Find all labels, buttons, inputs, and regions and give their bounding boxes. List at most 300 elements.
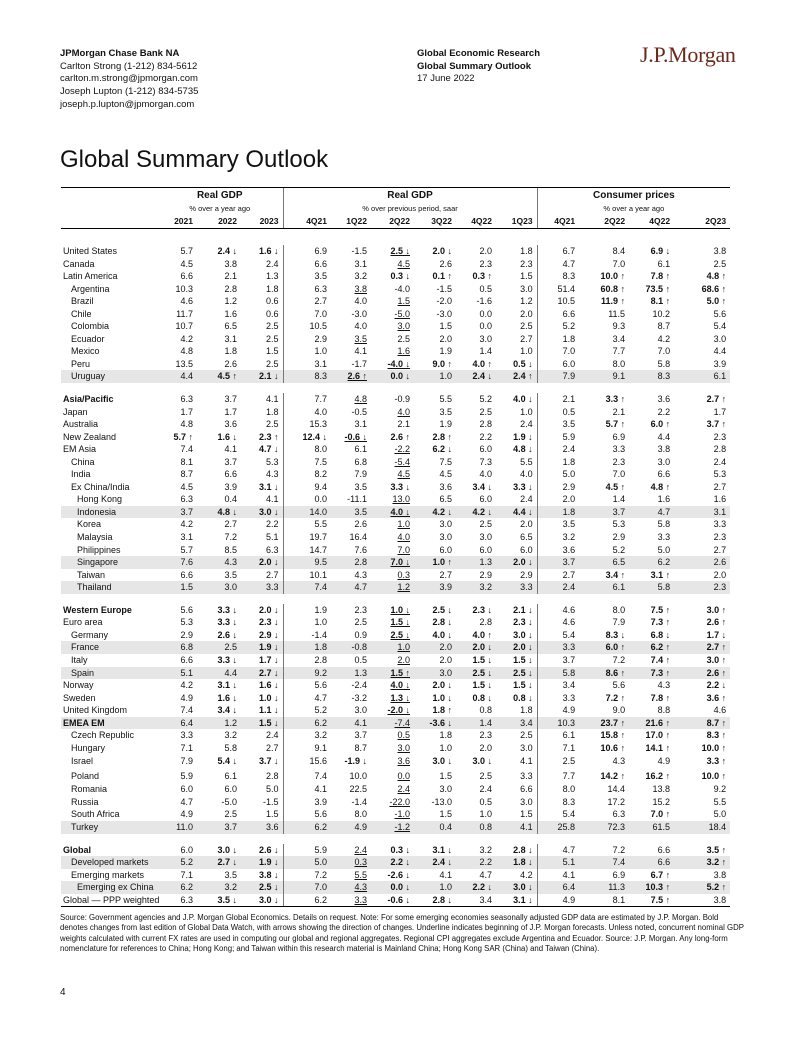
cell-value: [579, 729, 629, 742]
cell-value: [414, 754, 456, 769]
cell-value: [371, 581, 414, 594]
contact-email[interactable]: carlton.m.strong@jpmorgan.com: [60, 73, 198, 85]
cell-value: [241, 667, 283, 680]
cell-value: [283, 856, 331, 869]
cell-value: [579, 604, 629, 617]
cell-text: 2.5: [520, 730, 533, 741]
cell-value: [331, 431, 371, 444]
cell-text: 6.5: [612, 557, 626, 568]
cell-value: [456, 654, 496, 667]
cell-value: [674, 418, 730, 431]
cell-value: [537, 569, 579, 582]
cell-value: [674, 245, 730, 258]
cell-text: 5.8: [657, 582, 671, 593]
cell-value: [331, 641, 371, 654]
cell-text: 1.5: [439, 770, 452, 781]
cell-value: [629, 333, 674, 346]
cell-text: 72.3: [607, 821, 626, 832]
cell-text: -0.6 ↓: [387, 894, 410, 905]
cell-value: [283, 370, 331, 383]
cell-value: [456, 729, 496, 742]
cell-text: 3.1: [180, 532, 193, 543]
column-header: 1Q22: [331, 214, 371, 229]
cell-text: 2.2: [657, 406, 671, 417]
cell-text: 4.0 ↓: [513, 394, 533, 405]
cell-value: [197, 616, 241, 629]
cell-text: 4.8: [180, 419, 193, 430]
cell-text: 5.6: [314, 809, 327, 820]
cell-value: [537, 393, 579, 406]
cell-value: [629, 796, 674, 809]
cell-text: 2.3: [612, 456, 626, 467]
cell-text: 2.5: [265, 419, 279, 430]
cell-text: 7.9: [562, 371, 576, 382]
table-row: [61, 742, 730, 755]
cell-text: 2.8 ↓: [432, 617, 452, 628]
cell-text: 3.3 ↓: [217, 617, 237, 628]
cell-text: 4.4: [657, 431, 671, 442]
cell-value: [371, 821, 414, 834]
cell-value: [456, 742, 496, 755]
cell-value: [579, 679, 629, 692]
cell-text: 6.2: [180, 882, 193, 893]
cell-value: [331, 493, 371, 506]
cell-value: [197, 856, 241, 869]
cell-value: [496, 481, 537, 494]
cell-text: 2.6 ↓: [258, 844, 279, 855]
cell-text: 9.2: [713, 784, 727, 795]
cell-text: 2.3: [520, 258, 533, 269]
cell-value: [579, 869, 629, 882]
row-label: France: [61, 641, 157, 654]
cell-text: 4.0: [520, 469, 533, 480]
cell-text: 2.5: [265, 321, 279, 332]
cell-value: [371, 493, 414, 506]
column-header: 4Q21: [537, 214, 579, 229]
cell-text: 7.1: [562, 742, 576, 753]
table-row: [61, 518, 730, 531]
cell-text: 2.3: [479, 730, 492, 741]
cell-value: [371, 270, 414, 283]
cell-text: 4.9: [180, 692, 193, 703]
cell-value: [579, 493, 629, 506]
cell-text: 5.0: [562, 469, 576, 480]
cell-text: 2.3: [713, 532, 727, 543]
cell-text: 3.0: [479, 333, 492, 344]
cell-text: 7.3: [479, 456, 492, 467]
cell-value: [629, 692, 674, 705]
cell-value: [674, 654, 730, 667]
cell-value: [197, 308, 241, 321]
cell-value: [629, 544, 674, 557]
cell-value: [579, 783, 629, 796]
cell-text: 16.2 ↑: [645, 770, 671, 781]
cell-value: [579, 629, 629, 642]
cell-value: [331, 754, 371, 769]
page-title: Global Summary Outlook: [60, 146, 329, 173]
cell-value: [579, 308, 629, 321]
cell-text: 3.8 ↓: [258, 869, 279, 880]
cell-value: [283, 821, 331, 834]
cell-text: 8.3: [314, 371, 327, 382]
cell-value: [537, 742, 579, 755]
cell-value: [456, 604, 496, 617]
cell-text: 5.8: [562, 667, 576, 678]
cell-text: 2.9: [314, 333, 327, 344]
cell-text: 2.5: [265, 358, 279, 369]
cell-value: [456, 370, 496, 383]
cell-text: 6.3: [314, 283, 327, 294]
cell-value: [331, 629, 371, 642]
cell-text: 6.3: [180, 894, 193, 905]
cell-text: 6.0: [224, 784, 237, 795]
cell-text: 2.4: [354, 844, 367, 855]
cell-text: 4.1: [439, 869, 452, 880]
cell-text: 6.5: [224, 321, 237, 332]
cell-text: 2.7: [224, 519, 237, 530]
cell-value: [241, 358, 283, 371]
cell-text: 3.4: [520, 717, 533, 728]
cell-text: 9.3: [612, 321, 626, 332]
cell-value: [331, 406, 371, 419]
cell-text: 4.9: [354, 821, 367, 832]
cell-value: [496, 518, 537, 531]
cell-value: [629, 667, 674, 680]
cell-text: 6.0: [520, 544, 533, 555]
cell-text: 1.4: [479, 717, 492, 728]
cell-text: 14.7: [309, 544, 327, 555]
cell-value: [197, 518, 241, 531]
cell-text: 1.1 ↓: [258, 705, 279, 716]
table-row: [61, 270, 730, 283]
cell-text: 1.8: [562, 506, 576, 517]
cell-text: 7.4: [180, 444, 193, 455]
row-label: Romania: [71, 784, 108, 795]
cell-value: [496, 808, 537, 821]
cell-text: 7.5 ↑: [650, 894, 671, 905]
cell-value: [197, 544, 241, 557]
cell-text: 3.0: [354, 705, 367, 716]
cell-value: [629, 821, 674, 834]
cell-value: [496, 881, 537, 894]
cell-text: -3.6 ↓: [429, 717, 452, 728]
cell-value: [496, 320, 537, 333]
cell-text: 2.0 ↓: [432, 680, 452, 691]
cell-text: 1.5: [520, 809, 533, 820]
cell-text: 1.9: [439, 346, 452, 357]
table-row: [61, 258, 730, 271]
cell-value: [414, 844, 456, 857]
cell-value: [157, 370, 197, 383]
cell-value: [157, 729, 197, 742]
cell-text: 0.6: [265, 296, 279, 307]
cell-text: 4.8 ↓: [217, 506, 237, 517]
row-label: Colombia: [71, 321, 110, 332]
cell-text: -13.0: [431, 796, 452, 807]
row-label: New Zealand: [63, 431, 117, 442]
cell-value: [157, 692, 197, 705]
cell-text: 1.5 ↓: [258, 717, 279, 728]
cell-value: [629, 629, 674, 642]
column-header: 2021: [157, 214, 197, 229]
cell-text: 3.7 ↑: [706, 419, 727, 430]
table-row: [61, 667, 730, 680]
cell-text: 2.8: [354, 557, 367, 568]
cell-text: 3.5: [354, 481, 367, 492]
cell-text: 2.8: [479, 419, 492, 430]
cell-text: -22.0: [389, 796, 410, 807]
table-row: [61, 729, 730, 742]
cell-value: [414, 308, 456, 321]
cell-text: 0.5: [354, 654, 367, 665]
cell-value: [674, 881, 730, 894]
cell-text: -2.4: [351, 680, 367, 691]
cell-text: 1.3: [479, 557, 492, 568]
cell-text: 15.3: [309, 419, 327, 430]
cell-value: [331, 370, 371, 383]
cell-text: 4.1: [520, 756, 533, 767]
cell-text: 9.5: [314, 557, 327, 568]
cell-text: 2.4: [397, 784, 410, 795]
cell-value: [674, 345, 730, 358]
cell-text: 3.0: [479, 532, 492, 543]
cell-text: 3.7: [354, 730, 367, 741]
cell-text: 3.3 ↓: [217, 654, 237, 665]
cell-value: [283, 869, 331, 882]
cell-value: [537, 443, 579, 456]
cell-value: [241, 406, 283, 419]
cell-text: 6.6: [180, 569, 193, 580]
cell-text: 2.4 ↓: [217, 246, 237, 256]
cell-text: 3.2: [479, 582, 492, 593]
cell-text: 9.0 ↑: [432, 358, 452, 369]
cell-value: [674, 333, 730, 346]
cell-text: 3.9: [439, 582, 452, 593]
cell-text: 2.5: [713, 258, 727, 269]
cell-text: 5.9: [180, 770, 193, 781]
cell-text: 7.1: [180, 742, 193, 753]
cell-value: [579, 581, 629, 594]
cell-text: 68.6 ↑: [701, 283, 727, 294]
cell-text: -2.6 ↓: [387, 869, 410, 880]
cell-text: 3.5 ↑: [706, 844, 727, 855]
cell-value: [674, 894, 730, 907]
cell-value: [496, 581, 537, 594]
cell-value: [414, 406, 456, 419]
cell-text: 5.7: [180, 246, 193, 256]
cell-value: [414, 456, 456, 469]
cell-text: 6.0: [479, 444, 492, 455]
spacer: [61, 229, 730, 246]
cell-text: 2.7: [520, 333, 533, 344]
cell-value: [283, 345, 331, 358]
cell-text: 4.5 ↑: [605, 481, 626, 492]
cell-text: 7.8 ↑: [650, 692, 671, 703]
cell-text: 8.0: [314, 444, 327, 455]
cell-value: [241, 245, 283, 258]
cell-text: 2.0: [520, 308, 533, 319]
cell-text: 2.3: [713, 431, 727, 442]
cell-text: 5.3: [180, 617, 193, 628]
cell-text: 1.0: [439, 742, 452, 753]
cell-value: [496, 283, 537, 296]
cell-value: [197, 283, 241, 296]
cell-value: [197, 844, 241, 857]
cell-text: 5.7 ↑: [605, 419, 626, 430]
cell-value: [537, 717, 579, 730]
cell-text: 7.8 ↑: [650, 271, 671, 282]
cell-value: [241, 654, 283, 667]
cell-value: [283, 531, 331, 544]
cell-text: 2.4: [265, 258, 279, 269]
cell-text: 2.7 ↓: [217, 857, 237, 868]
cell-text: 4.5: [397, 469, 410, 480]
cell-text: -5.0: [394, 308, 410, 319]
cell-value: [241, 692, 283, 705]
cell-value: [579, 320, 629, 333]
cell-text: 9.1: [314, 742, 327, 753]
cell-text: 3.5: [439, 406, 452, 417]
column-header: 4Q22: [456, 214, 496, 229]
cell-text: 3.1: [354, 258, 367, 269]
cell-text: 0.3: [397, 569, 410, 580]
cell-value: [674, 531, 730, 544]
cell-value: [197, 604, 241, 617]
cell-text: 0.5 ↓: [513, 358, 533, 369]
cell-value: [456, 629, 496, 642]
cell-value: [241, 881, 283, 894]
cell-value: [674, 604, 730, 617]
cell-text: 3.0: [439, 519, 452, 530]
cell-text: 6.4: [180, 717, 193, 728]
cell-value: [579, 704, 629, 717]
cell-text: 2.6 ↑: [706, 667, 727, 678]
cell-text: 1.6: [713, 494, 727, 505]
cell-value: [197, 245, 241, 258]
cell-value: [674, 679, 730, 692]
cell-value: [537, 308, 579, 321]
cell-value: [414, 679, 456, 692]
cell-value: [283, 270, 331, 283]
cell-value: [283, 393, 331, 406]
cell-value: [537, 894, 579, 907]
cell-text: 4.0: [397, 406, 410, 417]
cell-value: [674, 796, 730, 809]
cell-text: 1.8: [520, 705, 533, 716]
cell-value: [629, 443, 674, 456]
row-label: United Kingdom: [63, 705, 128, 716]
cell-value: [371, 869, 414, 882]
cell-value: [371, 358, 414, 371]
cell-value: [456, 506, 496, 519]
cell-value: [629, 370, 674, 383]
cell-value: [674, 493, 730, 506]
row-label: EMEA EM: [61, 717, 157, 730]
cell-text: 5.8: [657, 519, 671, 530]
cell-value: [456, 692, 496, 705]
cell-value: [674, 406, 730, 419]
cell-text: 3.1: [224, 333, 237, 344]
cell-text: 3.0 ↑: [706, 654, 727, 665]
cell-value: [579, 468, 629, 481]
cell-text: 5.2 ↑: [706, 882, 727, 893]
cell-value: [579, 717, 629, 730]
cell-value: [414, 393, 456, 406]
cell-value: [241, 894, 283, 907]
cell-text: 7.4: [314, 770, 327, 781]
cell-text: 5.1: [180, 667, 193, 678]
cell-text: 6.8: [354, 456, 367, 467]
cell-value: [331, 283, 371, 296]
cell-value: [629, 431, 674, 444]
cell-value: [537, 345, 579, 358]
cell-value: [674, 808, 730, 821]
cell-text: 2.8: [713, 444, 727, 455]
cell-text: 3.1 ↓: [513, 894, 533, 905]
cell-text: -2.0 ↓: [387, 705, 410, 716]
cell-value: [157, 345, 197, 358]
cell-text: -0.5: [351, 406, 367, 417]
cell-value: [674, 506, 730, 519]
row-label: Sweden: [63, 692, 96, 703]
cell-text: 5.3: [265, 456, 279, 467]
cell-value: [414, 544, 456, 557]
cell-value: [579, 258, 629, 271]
row-label: EM Asia: [63, 444, 97, 455]
cell-text: 6.6: [657, 844, 671, 855]
row-label: Korea: [77, 519, 102, 530]
cell-text: 6.2: [314, 717, 327, 728]
cell-value: [331, 808, 371, 821]
cell-text: 10.2: [652, 308, 671, 319]
table-row: [61, 704, 730, 717]
cell-text: 0.3 ↓: [390, 844, 410, 855]
cell-text: 3.0: [439, 532, 452, 543]
cell-value: [241, 569, 283, 582]
cell-value: [456, 358, 496, 371]
cell-text: 2.2 ↓: [472, 882, 492, 893]
cell-value: [414, 881, 456, 894]
cell-value: [456, 569, 496, 582]
cell-value: [197, 869, 241, 882]
cell-text: 4.6: [180, 296, 193, 307]
contact-email[interactable]: joseph.p.lupton@jpmorgan.com: [60, 98, 195, 110]
cell-value: [331, 393, 371, 406]
header-column-row: [61, 214, 730, 229]
row-label: Singapore: [61, 556, 157, 569]
cell-text: -4.0 ↓: [387, 358, 410, 369]
column-header: 2023: [241, 214, 283, 229]
cell-text: 0.5: [562, 406, 576, 417]
cell-text: 5.5: [520, 456, 533, 467]
cell-value: [157, 481, 197, 494]
column-header: 1Q23: [496, 214, 537, 229]
cell-value: [197, 654, 241, 667]
cell-text: 4.7 ↓: [258, 444, 279, 455]
cell-text: 7.0: [314, 308, 327, 319]
cell-value: [629, 717, 674, 730]
cell-value: [456, 295, 496, 308]
cell-value: [537, 258, 579, 271]
cell-text: 1.7 ↓: [258, 654, 279, 665]
cell-value: [579, 406, 629, 419]
cell-value: [456, 821, 496, 834]
cell-value: [674, 258, 730, 271]
row-label: Australia: [63, 419, 99, 430]
cell-text: 2.0: [439, 642, 452, 653]
cell-text: 2.0: [439, 654, 452, 665]
cell-text: 5.6: [180, 604, 193, 615]
